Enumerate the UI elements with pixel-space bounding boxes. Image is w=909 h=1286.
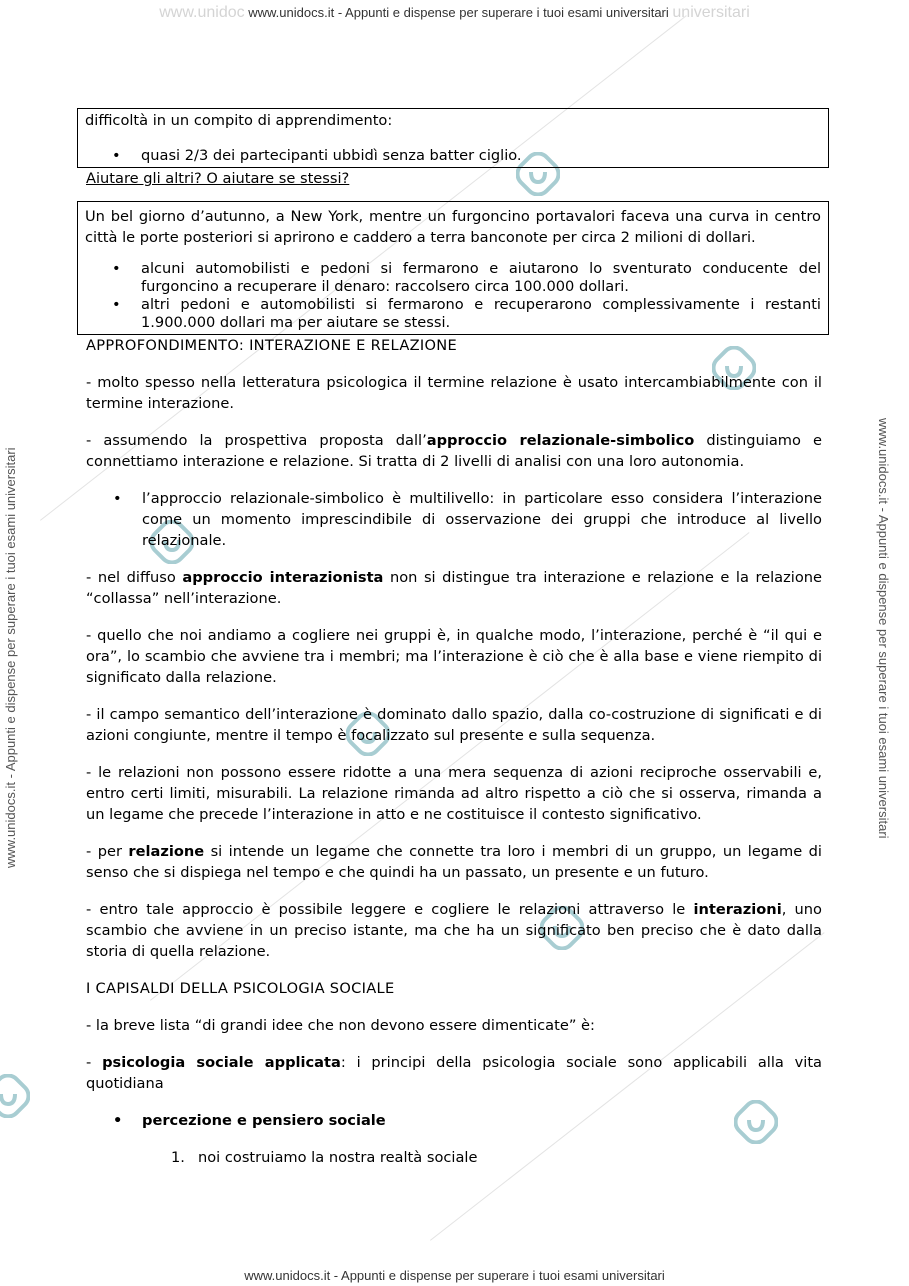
watermark-header [0, 4, 909, 22]
paragraph [86, 567, 822, 609]
watermark-footer [0, 1268, 909, 1283]
box-bullet: • alcuni automobilisti e pedoni si fermarono e aiutarono lo sventurato conducente del furgoncino a recuperare il denaro: raccolsero circa 100.000 dollari. [141, 260, 821, 296]
paragraph-text: distinguiamo e connettiamo interazione e relazione. Si tratta di 2 livelli di analisi con una loro autonomia. [86, 432, 823, 470]
bold-term: approccio interazionista [182, 569, 384, 586]
section-heading-help: Aiutare gli altri? O aiutare se stessi? [86, 170, 350, 187]
bullet-list [86, 1110, 822, 1131]
paragraph-text: - per [86, 843, 129, 860]
bold-term: approccio relazionale-simbolico [426, 432, 695, 449]
bullet-list [86, 488, 822, 551]
bold-term: interazioni [693, 901, 782, 918]
box-bullet: • quasi 2/3 dei partecipanti ubbidì senza batter ciglio. [141, 147, 821, 165]
boxed-note-obedience [77, 108, 829, 168]
bullet-item: • percezione e pensiero sociale [142, 1110, 822, 1131]
paragraph: - la breve lista “di grandi idee che non devono essere dimenticate” è: [86, 1017, 595, 1034]
paragraph-text: : i principi della psicologia sociale sono applicabili alla vita quotidiana [86, 1054, 822, 1092]
unidocs-logo-icon [0, 1074, 30, 1118]
paragraph-text: - assumendo la prospettiva proposta dall’ [86, 432, 427, 449]
box-bullet-list [85, 147, 821, 165]
paragraph-text: - [86, 1054, 103, 1071]
paragraph [86, 1052, 822, 1094]
watermark-side-left: www.unidocs.it - Appunti e dispense per superare i tuoi esami universitari [3, 447, 18, 868]
item-number: 1. [171, 1149, 185, 1166]
watermark-ghost-left: www.unidoc [159, 4, 245, 21]
boxed-note-newyork [77, 201, 829, 335]
box-text: Un bel giorno d’autunno, a New York, mentre un furgoncino portavalori faceva una curva in centro città le porte posteriori si aprirono e caddero a terra banconote per circa 2 milioni di dollari. [85, 208, 821, 246]
paragraph-text: si intende un legame che connette tra loro i membri di un gruppo, un legame di senso che si dispiega nel tempo e che quindi ha un passato, un presente e un futuro. [86, 843, 822, 881]
watermark-header-text: www.unidocs.it - Appunti e dispense per superare i tuoi esami universitari [248, 5, 669, 20]
box-bullet: • altri pedoni e automobilisti si fermarono e recuperarono complessivamente i restanti 1.900.000 dollari ma per aiutare se stessi. [141, 296, 821, 332]
watermark-ghost-right: universitari [672, 4, 750, 21]
paragraph: - il campo semantico dell’interazione è dominato dallo spazio, dalla co-costruzione di significati e di azioni congiunte, mentre il tempo è focalizzato sul presente e sulla sequenza. [86, 706, 822, 744]
paragraph [86, 899, 822, 962]
bold-term: relazione [128, 843, 205, 860]
paragraph-text: - entro tale approccio è possibile leggere e cogliere le relazioni attraverso le [86, 901, 694, 918]
paragraph [86, 430, 822, 472]
box-bullet-list [85, 260, 821, 332]
numbered-item [171, 1147, 822, 1168]
paragraph-text: - nel diffuso [86, 569, 183, 586]
bullet-item: • l’approccio relazionale-simbolico è multilivello: in particolare esso considera l’interazione come un momento imprescindibile di osservazione dei gruppi che introduce al livello relazionale. [142, 488, 822, 551]
paragraph [86, 841, 822, 883]
document-body [86, 108, 822, 1168]
paragraph-text: non si distingue tra interazione e relazione e la relazione “collassa” nell’interazione. [86, 569, 822, 607]
paragraph: - molto spesso nella letteratura psicologica il termine relazione è usato intercambiabilmente con il termine interazione. [86, 374, 822, 412]
paragraph-text: , uno scambio che avviene in un preciso istante, ma che ha un significato ben preciso che è dato dalla storia di quella relazione. [86, 901, 822, 960]
numbered-list [86, 1147, 822, 1168]
watermark-side-right: www.unidocs.it - Appunti e dispense per superare i tuoi esami universitari [876, 418, 891, 839]
section-title: APPROFONDIMENTO: INTERAZIONE E RELAZIONE [86, 337, 458, 354]
section-title: I CAPISALDI DELLA PSICOLOGIA SOCIALE [86, 980, 395, 997]
box-text: difficoltà in un compito di apprendimento: [85, 112, 393, 129]
bold-term: psicologia sociale applicata [102, 1054, 341, 1071]
item-text: noi costruiamo la nostra realtà sociale [198, 1149, 478, 1166]
watermark-footer-text: www.unidocs.it - Appunti e dispense per superare i tuoi esami universitari [244, 1268, 665, 1283]
paragraph: - quello che noi andiamo a cogliere nei gruppi è, in qualche modo, l’interazione, perché è “il qui e ora”, lo scambio che avviene tra i membri; ma l’interazione è ciò che è alla base e viene riempito di significato dalla relazione. [86, 627, 822, 686]
paragraph: - le relazioni non possono essere ridotte a una mera sequenza di azioni reciproche osservabili e, entro certi limiti, misurabili. La relazione rimanda ad altro rispetto a ciò che si osserva, rimanda a un legame che precede l’interazione in atto e ne costituisce il contesto significativo. [86, 764, 822, 823]
